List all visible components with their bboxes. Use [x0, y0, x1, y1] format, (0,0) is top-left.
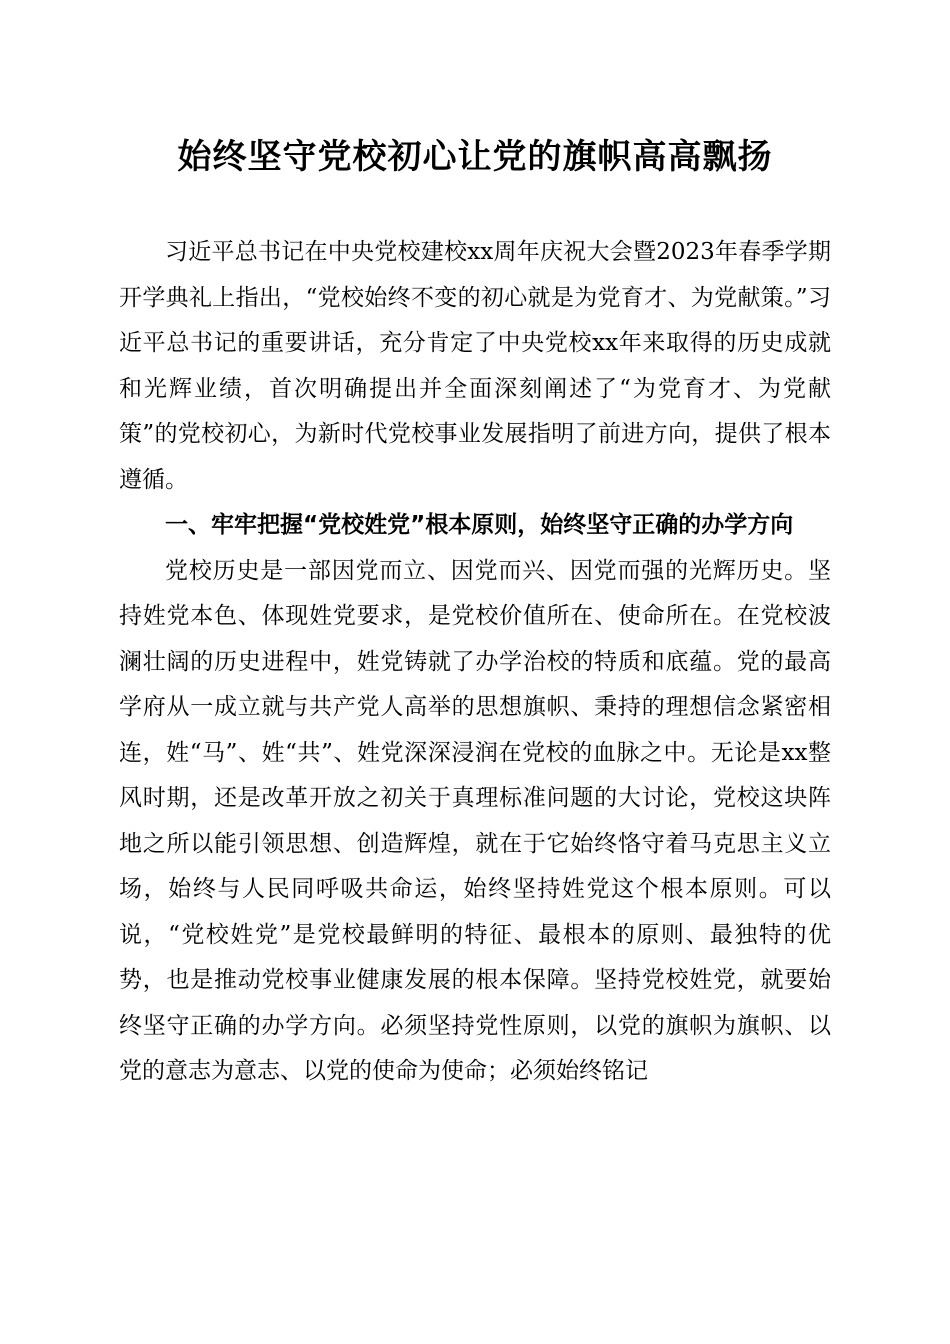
section-1-heading: 一、牢牢把握“党校姓党”根本原则，始终坚守正确的办学方向	[165, 512, 794, 538]
intro-paragraph: 习近平总书记在中央党校建校xx周年庆祝大会暨2023年春季学期开学典礼上指出，“党校始终不变的初心就是为党育才、为党献策。”习近平总书记的重要讲话，充分肯定了中央党校xx年来取得的历史成就和光辉业绩，首次明确提出并全面深刻阐述了“为党育才、为党献策”的党校初心，为新时代党校事业发展指明了前进方向，提供了根本遵循。	[119, 239, 831, 493]
section-1-paragraph: 党校历史是一部因党而立、因党而兴、因党而强的光辉历史。坚持姓党本色、体现姓党要求，是党校价值所在、使命所在。在党校波澜壮阔的历史进程中，姓党铸就了办学治校的特质和底蕴。党的最高学府从一成立就与共产党人高举的思想旗帜、秉持的理想信念紧密相连，姓“马”、姓“共”、姓党深深浸润在党校的血脉之中。无论是xx整风时期，还是改革开放之初关于真理标准问题的大讨论，党校这块阵地之所以能引领思想、创造辉煌，就在于它始终恪守着马克思主义立场，始终与人民同呼吸共命运，始终坚持姓党这个根本原则。可以说，“党校姓党”是党校最鲜明的特征、最根本的原则、最独特的优势，也是推动党校事业健康发展的根本保障。坚持党校姓党，就要始终坚守正确的办学方向。必须坚持党性原则，以党的旗帜为旗帜、以党的意志为意志、以党的使命为使命；必须始终铭记	[119, 557, 831, 1084]
document-title: 始终坚守党校初心让党的旗帜高高飘扬	[177, 137, 773, 177]
document-body	[119, 230, 831, 1095]
